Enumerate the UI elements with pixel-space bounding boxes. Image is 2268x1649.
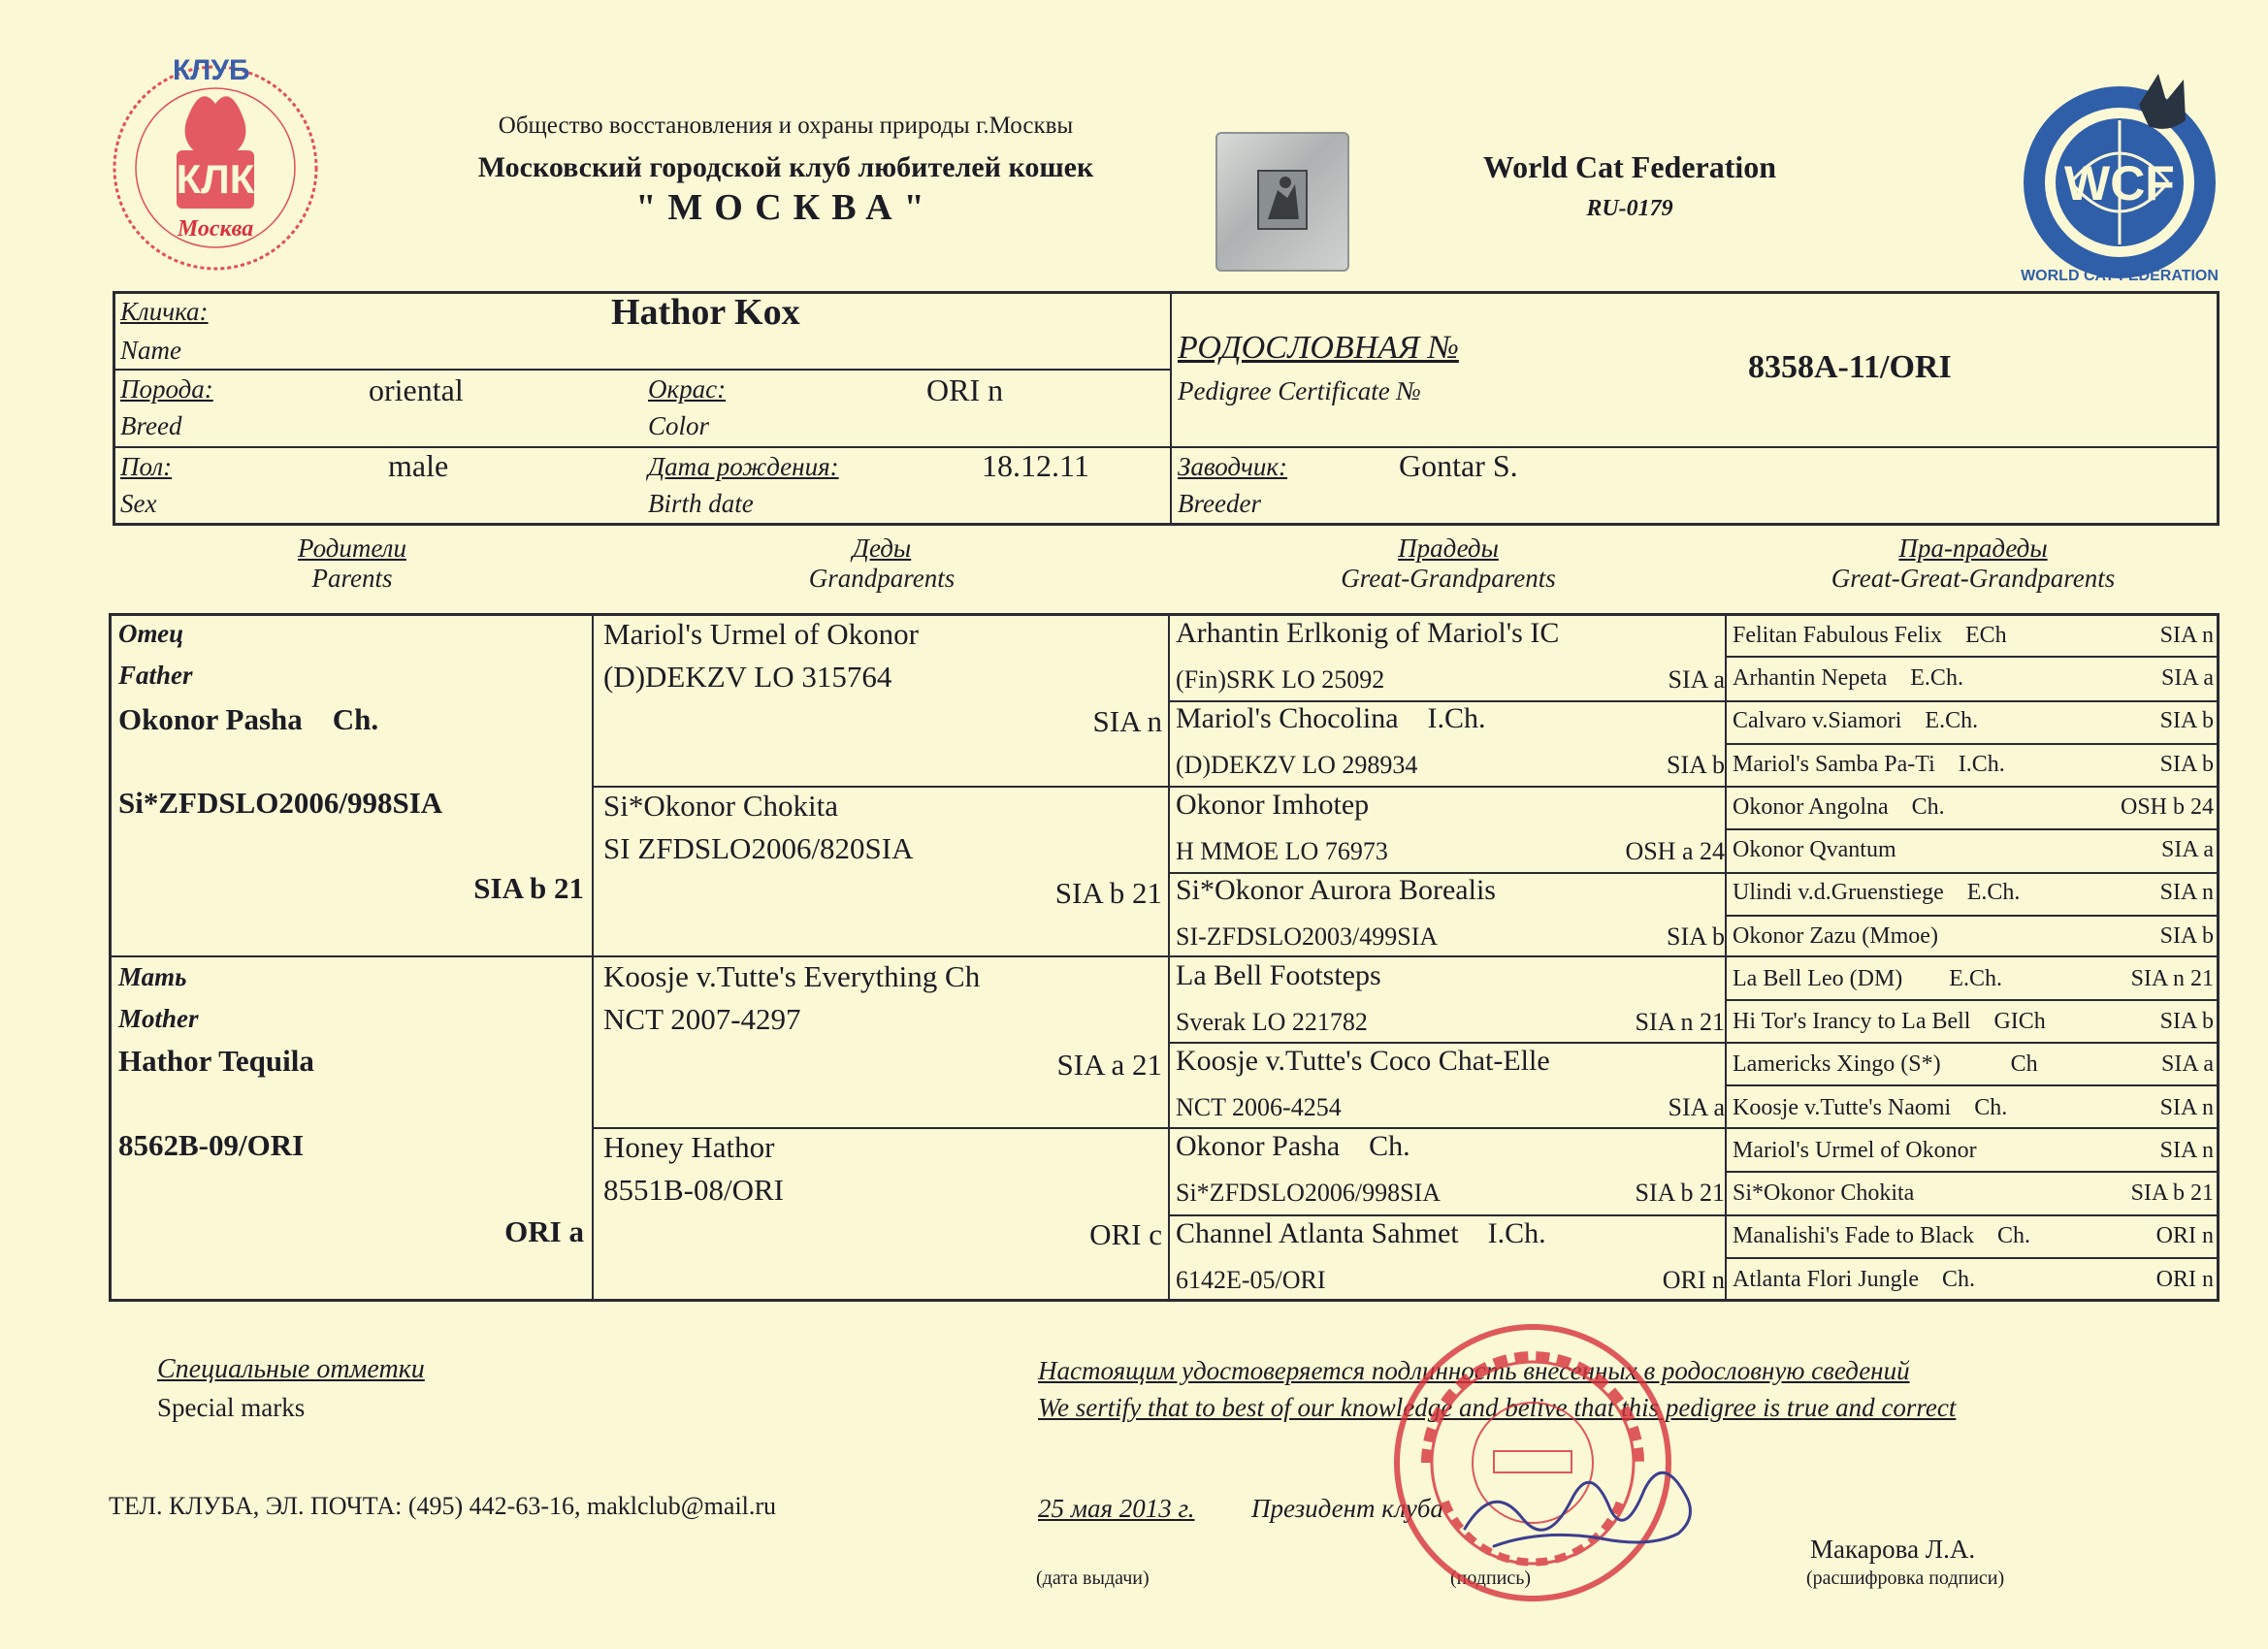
- breed-value: oriental: [369, 372, 464, 407]
- great-grandparent-color: SIA a: [1668, 1093, 1725, 1121]
- grandparent-color: SIA n: [1092, 704, 1162, 738]
- info-box: [113, 291, 2219, 526]
- great-great-grandparent-name: Mariol's Samba Pa-Ti I.Ch.: [1733, 752, 2005, 777]
- great-grandparent-registration: (Fin)SRK LO 25092: [1176, 665, 1385, 694]
- grandparent-color: ORI c: [1089, 1217, 1162, 1251]
- svg-text:КЛК: КЛК: [176, 156, 255, 202]
- grandparent-name: Mariol's Urmel of Okonor: [603, 617, 920, 651]
- column-heading-parents: Родители Parents: [298, 534, 406, 593]
- grandparent-color: SIA b 21: [1054, 876, 1162, 910]
- great-grandparent-color: SIA n 21: [1635, 1008, 1725, 1036]
- great-great-grandparent-color: SIA n: [2159, 1095, 2214, 1120]
- great-grandparent-registration: Sverak LO 221782: [1176, 1008, 1368, 1036]
- certify-text-ru: Настоящим удостоверяется подлинность внесенных в родословную сведений: [1038, 1356, 1910, 1385]
- federation-name: World Cat Federation: [1482, 149, 1777, 184]
- great-great-grandparent-color: SIA a: [2161, 1051, 2214, 1077]
- great-great-grandparent-color: SIA b: [2159, 1009, 2214, 1034]
- birth-label-en: Birth date: [648, 489, 754, 518]
- sex-label-ru: Пол:: [120, 452, 173, 481]
- certify-text-en: We sertify that to best of our knowledge and belive that this pedigree is true and correct: [1038, 1393, 1957, 1422]
- name-label-ru: Кличка:: [120, 297, 209, 326]
- great-grandparent-name: Okonor Pasha Ch.: [1176, 1130, 1410, 1162]
- breeder-label-ru: Заводчик:: [1178, 452, 1288, 481]
- great-grandparent-name: Okonor Imhotep: [1176, 789, 1370, 821]
- great-great-grandparent-name: Felitan Fabulous Felix ECh: [1733, 623, 2007, 648]
- column-heading-grandparents: Деды Grandparents: [808, 534, 956, 593]
- great-great-grandparent-color: SIA b: [2159, 752, 2214, 777]
- breed-label-ru: Порода:: [120, 374, 213, 404]
- great-great-grandparent-name: Atlanta Flori Jungle Ch.: [1733, 1267, 1975, 1292]
- great-great-grandparent-color: OSH b 24: [2120, 794, 2214, 820]
- mother-label-ru: Мать: [118, 962, 187, 991]
- birth-label-ru: Дата рождения:: [648, 452, 839, 481]
- grandparent-registration: (D)DEKZV LO 315764: [603, 660, 892, 694]
- issue-date: 25 мая 2013 г.: [1038, 1494, 1195, 1523]
- great-great-grandparent-color: SIA a: [2161, 837, 2214, 862]
- great-great-grandparent-color: SIA n 21: [2130, 966, 2214, 991]
- wcf-logo-text: WCF: [2064, 156, 2175, 210]
- federation-registration: RU-0179: [1586, 196, 1673, 221]
- great-grandparent-name: Arhantin Erlkonig of Mariol's IC: [1176, 617, 1560, 649]
- great-grandparent-registration: (D)DEKZV LO 298934: [1176, 751, 1418, 779]
- birth-value: 18.12.11: [982, 448, 1089, 483]
- grandparent-registration: SI ZFDSLO2006/820SIA: [603, 831, 914, 865]
- great-great-grandparent-color: ORI n: [2155, 1267, 2214, 1292]
- father-label-ru: Отец: [118, 619, 184, 648]
- great-grandparent-name: Channel Atlanta Sahmet I.Ch.: [1176, 1217, 1546, 1249]
- mother-name: Hathor Tequila: [118, 1044, 314, 1078]
- grandparent-registration: NCT 2007-4297: [603, 1002, 801, 1036]
- great-grandparent-color: SIA b 21: [1635, 1179, 1725, 1207]
- grandparent-name: Honey Hathor: [603, 1130, 775, 1164]
- great-great-grandparent-name: Okonor Qvantum: [1733, 837, 1896, 862]
- great-great-grandparent-name: La Bell Leo (DM) E.Ch.: [1733, 966, 2002, 991]
- breeder-value: Gontar S.: [1399, 448, 1518, 483]
- great-great-grandparent-name: Si*Okonor Chokita: [1733, 1180, 1915, 1206]
- club-city: "МОСКВА": [635, 187, 936, 228]
- great-great-grandparent-name: Hi Tor's Irancy to La Bell GICh: [1733, 1009, 2046, 1034]
- great-great-grandparent-color: ORI n: [2155, 1223, 2214, 1248]
- great-great-grandparent-color: SIA n: [2159, 1138, 2214, 1163]
- great-grandparent-color: OSH a 24: [1625, 837, 1725, 865]
- great-grandparent-color: SIA a: [1668, 665, 1725, 694]
- great-great-grandparent-name: Koosje v.Tutte's Naomi Ch.: [1733, 1095, 2008, 1120]
- wcf-ring-text: WORLD CAT FEDERATION: [2021, 268, 2219, 284]
- great-grandparent-registration: SI-ZFDSLO2003/499SIA: [1176, 922, 1439, 951]
- great-great-grandparent-name: Okonor Zazu (Mmoe): [1733, 923, 1938, 949]
- great-grandparent-registration: 6142E-05/ORI: [1176, 1266, 1326, 1294]
- sex-label-en: Sex: [120, 489, 157, 518]
- great-grandparent-color: SIA b: [1667, 922, 1725, 951]
- grandparent-registration: 8551B-08/ORI: [603, 1173, 784, 1207]
- great-great-grandparent-name: Ulindi v.d.Gruenstiege E.Ch.: [1733, 880, 2021, 905]
- president-label: Президент клуба: [1251, 1494, 1443, 1523]
- great-great-grandparent-color: SIA a: [2161, 665, 2214, 691]
- pedigree-label-en: Pedigree Certificate №: [1178, 376, 1421, 405]
- color-label-ru: Окрас:: [648, 374, 727, 404]
- great-grandparent-color: ORI n: [1662, 1266, 1725, 1294]
- father-registration: Si*ZFDSLO2006/998SIA: [118, 786, 443, 820]
- great-great-grandparent-name: Mariol's Urmel of Okonor: [1733, 1138, 1977, 1163]
- breed-label-en: Breed: [120, 411, 182, 440]
- great-great-grandparent-name: Okonor Angolna Ch.: [1733, 794, 1945, 820]
- decoding-caption: (расшифровка подписи): [1806, 1568, 2005, 1589]
- signature-name: Макарова Л.А.: [1810, 1535, 1976, 1564]
- club-contacts: ТЕЛ. КЛУБА, ЭЛ. ПОЧТА: (495) 442-63-16, maklclub@mail.ru: [109, 1492, 777, 1520]
- great-great-grandparent-name: Calvaro v.Siamori E.Ch.: [1733, 708, 1979, 733]
- special-marks-label-en: Special marks: [157, 1393, 306, 1422]
- father-color: SIA b 21: [473, 871, 584, 905]
- signature-caption: (подпись): [1450, 1568, 1532, 1589]
- great-great-grandparent-color: SIA n: [2159, 880, 2214, 905]
- great-great-grandparent-color: SIA b: [2159, 708, 2214, 733]
- cat-name: Hathor Kox: [611, 292, 800, 333]
- mother-registration: 8562B-09/ORI: [118, 1128, 305, 1162]
- date-caption: (дата выдачи): [1036, 1568, 1150, 1589]
- club-logo-text: КЛУБ: [173, 54, 250, 86]
- pedigree-label-ru: РОДОСЛОВНАЯ №: [1178, 330, 1459, 366]
- color-label-en: Color: [648, 411, 710, 440]
- great-great-grandparent-color: SIA b 21: [2130, 1180, 2214, 1206]
- grandparent-color: SIA a 21: [1056, 1048, 1162, 1082]
- name-label-en: Name: [120, 336, 181, 365]
- great-great-grandparent-name: Lamericks Xingo (S*) Ch: [1733, 1051, 2038, 1077]
- great-grandparent-name: Si*Okonor Aurora Borealis: [1176, 874, 1496, 906]
- great-great-grandparent-name: Arhantin Nepeta E.Ch.: [1733, 665, 1963, 691]
- organization-name: Общество восстановления и охраны природы г.Москвы: [498, 113, 1074, 139]
- great-grandparent-registration: H MMOE LO 76973: [1176, 837, 1388, 865]
- father-label-en: Father: [118, 661, 193, 690]
- grandparent-name: Koosje v.Tutte's Everything Ch: [603, 959, 981, 993]
- great-great-grandparent-color: SIA n: [2159, 623, 2214, 648]
- great-great-grandparent-name: Manalishi's Fade to Black Ch.: [1733, 1223, 2030, 1248]
- breeder-label-en: Breeder: [1178, 489, 1261, 518]
- column-heading-great-grandparents: Прадеды Great-Grandparents: [1341, 534, 1556, 593]
- great-grandparent-name: Koosje v.Tutte's Coco Chat-Elle: [1176, 1045, 1550, 1077]
- great-grandparent-name: Mariol's Chocolina I.Ch.: [1176, 702, 1486, 734]
- column-heading-great-great-grandparents: Пра-прадеды Great-Great-Grandparents: [1831, 534, 2116, 593]
- great-grandparent-registration: Si*ZFDSLO2006/998SIA: [1176, 1179, 1442, 1207]
- great-great-grandparent-color: SIA b: [2159, 923, 2214, 949]
- great-grandparent-name: La Bell Footsteps: [1176, 959, 1381, 991]
- svg-text:Москва: Москва: [177, 216, 254, 242]
- president-signature: [1455, 1441, 1707, 1558]
- color-value: ORI n: [926, 372, 1004, 407]
- pedigree-number: 8358A-11/ORI: [1748, 349, 1952, 385]
- father-name: Okonor Pasha Ch.: [118, 702, 379, 736]
- mother-color: ORI a: [504, 1214, 584, 1248]
- sex-value: male: [388, 448, 449, 483]
- club-name: Московский городской клуб любителей кошек: [477, 151, 1094, 183]
- coat-of-arms-icon: [1217, 134, 1347, 270]
- great-grandparent-registration: NCT 2006-4254: [1176, 1093, 1342, 1121]
- grandparent-name: Si*Okonor Chokita: [603, 789, 838, 823]
- mother-label-en: Mother: [118, 1004, 199, 1033]
- great-grandparent-color: SIA b: [1667, 751, 1725, 779]
- hologram-sticker: [1215, 132, 1349, 272]
- special-marks-label-ru: Специальные отметки: [157, 1354, 425, 1384]
